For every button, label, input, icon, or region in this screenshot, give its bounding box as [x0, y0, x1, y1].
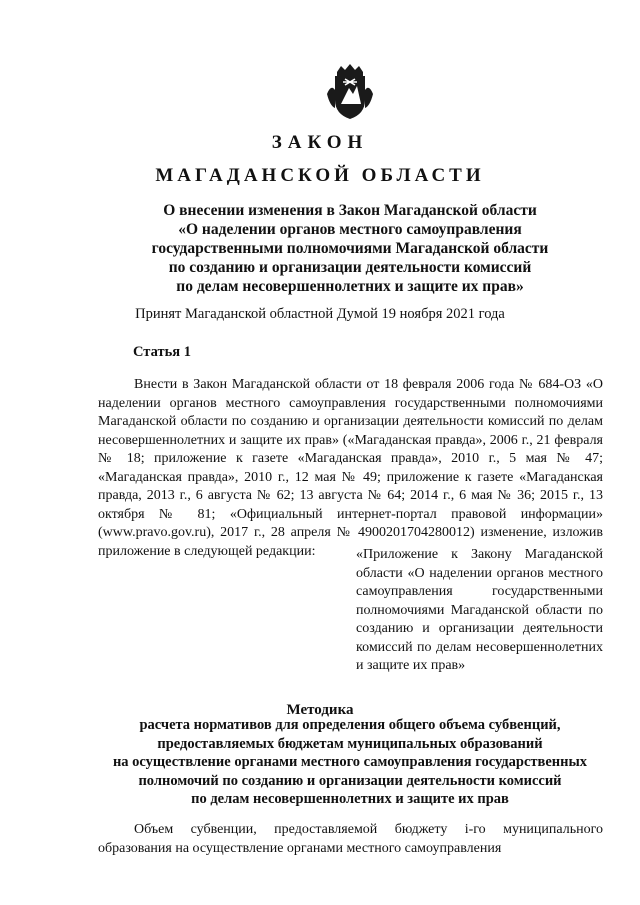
- subject-line: по созданию и организации деятельности комиссий: [168, 259, 532, 276]
- method-paragraph: Объем субвенции, предоставляемой бюджету i-го муниципального образования на осуществление органами местного самоуправления: [98, 822, 603, 856]
- method-subject: [100, 716, 600, 809]
- subject-line: по делам несовершеннолетних и защите их прав»: [176, 278, 524, 295]
- method-subject-line: полномочий по созданию и организации деятельности комиссий: [138, 772, 562, 789]
- article-text: Внести в Закон Магаданской области от 18 февраля 2006 года № 684-ОЗ «О наделении органов местного самоуправления государственными полномочиями Магаданской области по созданию и организации деятельности комиссий по делам несовершеннолетних и защите их прав» («Магаданская правда», 2006 г., 21 февраля № 18; приложение к газете «Магаданская правда», 2010 г., 5 мая № 47; «Магаданская правда», 2010 г., 12 мая № 49; приложение к газете «Магаданская правда, 2013 г., 6 августа № 62; 13 августа № 64; 2014 г., 6 мая № 36; 2015 г., 13 октября № 81; «Официальный интернет-портал правовой информации» (www.pravo.gov.ru), 2017 г., 28 апреля № 4900201704280012) изменение, изложив приложение в следующей редакции:: [98, 377, 603, 559]
- law-subject: [120, 201, 580, 296]
- coat-of-arms-icon: [327, 64, 373, 120]
- subject-line: О внесении изменения в Закон Магаданской области: [163, 202, 537, 219]
- method-subject-line: на осуществление органами местного самоуправления государственных: [112, 754, 588, 770]
- subject-line: государственными полномочиями Магаданской области: [151, 240, 549, 257]
- law-title: ЗАКОН: [271, 132, 369, 153]
- adoption-date: Принят Магаданской областной Думой 19 ноября 2021 года: [135, 306, 505, 322]
- method-subject-line: предоставляемых бюджетам муниципальных образований: [157, 735, 543, 752]
- method-subject-line: расчета нормативов для определения общего объема субвенций,: [139, 717, 561, 733]
- method-title: Методика: [286, 702, 354, 718]
- region-title: МАГАДАНСКОЙ ОБЛАСТИ: [155, 165, 485, 186]
- article-label: Статья 1: [133, 344, 191, 360]
- subject-line: «О наделении органов местного самоуправления: [178, 221, 522, 238]
- method-subject-line: по делам несовершеннолетних и защите их прав: [191, 791, 509, 807]
- appendix-heading: «Приложение к Закону Магаданской области «О наделении органов местного самоуправления государственными полномочиями Магаданской области по созданию и организации деятельности комиссий по делам несовершеннолетних и защите их прав»: [356, 547, 603, 673]
